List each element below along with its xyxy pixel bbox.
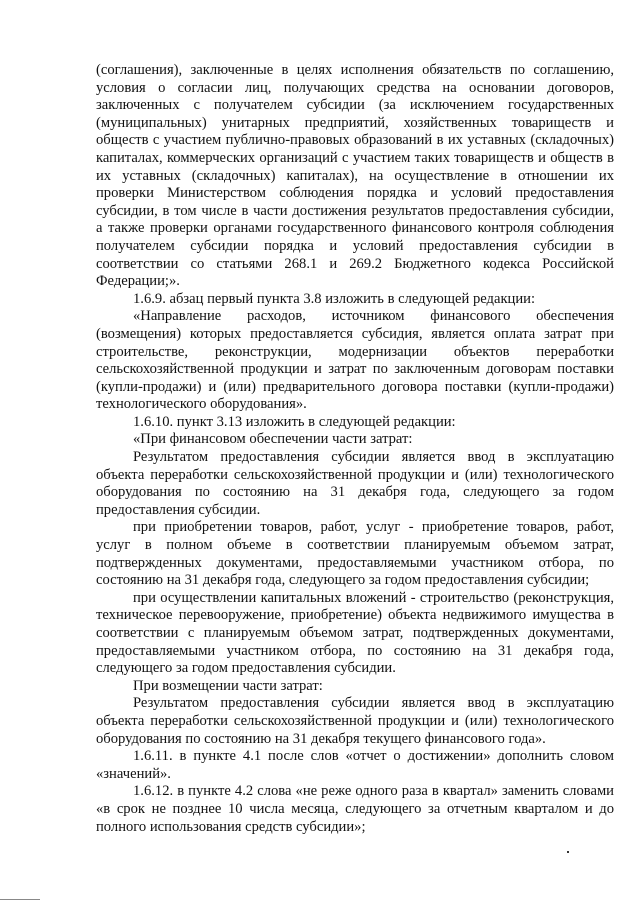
- paragraph-reimbursement-part: При возмещении части затрат:: [133, 677, 323, 694]
- paragraph-1-6-9: 1.6.9. абзац первый пункта 3.8 изложить в следующей редакции:: [133, 290, 536, 307]
- paragraph-result-financing: Результатом предоставления субсидии является ввод в эксплуатацию объекта переработки сельскохозяйственной продукции и (или) технологического оборудования по состоянию на 31 декабря года, следующего за годом предоставления субсидии.: [96, 449, 614, 518]
- paragraph-result-reimbursement: Результатом предоставления субсидии является ввод в эксплуатацию объекта переработки сельскохозяйственной продукции и (или) технологического оборудования по состоянию на 31 декабря текущего финансового года».: [96, 695, 614, 747]
- paragraph-1-6-11: 1.6.11. в пункте 4.1 после слов «отчет о достижении» дополнить словом «значений».: [96, 748, 614, 782]
- paragraph-goods-acquisition: при приобретении товаров, работ, услуг - приобретение товаров, работ, услуг в полном объеме в соответствии планируемым объемом затрат, подтвержденных документами, предоставляемыми участником отбора, по состоянию на 31 декабря года, следующего за годом предоставления субсидии;: [96, 519, 614, 589]
- paragraph-continuation: (соглашения), заключенные в целях исполнения обязательств по соглашению, условия о согласии лиц, получающих средства на основании договоров, заключенных с получателем субсидии (за исключением государственных (муниципальных) унитарных предприятий, хозяйственных товариществ и обществ с участием публично-правовых образований в их уставных (складочных) капиталах, коммерческих организаций с участием таких товариществ и обществ в их уставных (складочных) капиталах), на осуществление в отношении их проверки Министерством соблюдения порядка и условий предоставления субсидии, в том числе в части достижения результатов предоставления субсидии, а также проверки органами государственного финансового контроля соблюдения получателем субсидии порядка и условий предоставления субсидии в соответствии со статьями 268.1 и 269.2 Бюджетного кодекса Российской Федерации;».: [96, 62, 614, 290]
- paragraph-capital-investment: при осуществлении капитальных вложений - строительство (реконструкция, техническое перевооружение, приобретение) объекта недвижимого имущества в соответствии с планируемым объемом затрат, подтвержденных документами, предоставляемыми участником отбора, по состоянию на 31 декабря года, следующего за годом предоставления субсидии.: [96, 589, 614, 677]
- paragraph-expense-direction: «Направление расходов, источником финансового обеспечения (возмещения) которых предоставляется субсидия, является оплата затрат при строительстве, реконструкции, модернизации объектов переработки сельскохозяйственной продукции и затрат по заключенным договорам поставки (купли-продажи) и (или) предварительного договора поставки (купли-продажи) технологического оборудования».: [96, 308, 614, 413]
- scan-edge-line: [0, 899, 40, 900]
- paragraph-1-6-12: 1.6.12. в пункте 4.2 слова «не реже одного раза в квартал» заменить словами «в срок не позднее 10 числа месяца, следующего за отчетным кварталом и до полного использования средств субсидии»;: [96, 783, 614, 835]
- document-body: [96, 62, 614, 836]
- paragraph-financing-part: «При финансовом обеспечении части затрат:: [133, 431, 413, 448]
- paragraph-1-6-10: 1.6.10. пункт 3.13 изложить в следующей редакции:: [133, 413, 456, 430]
- scan-speck: [567, 851, 569, 853]
